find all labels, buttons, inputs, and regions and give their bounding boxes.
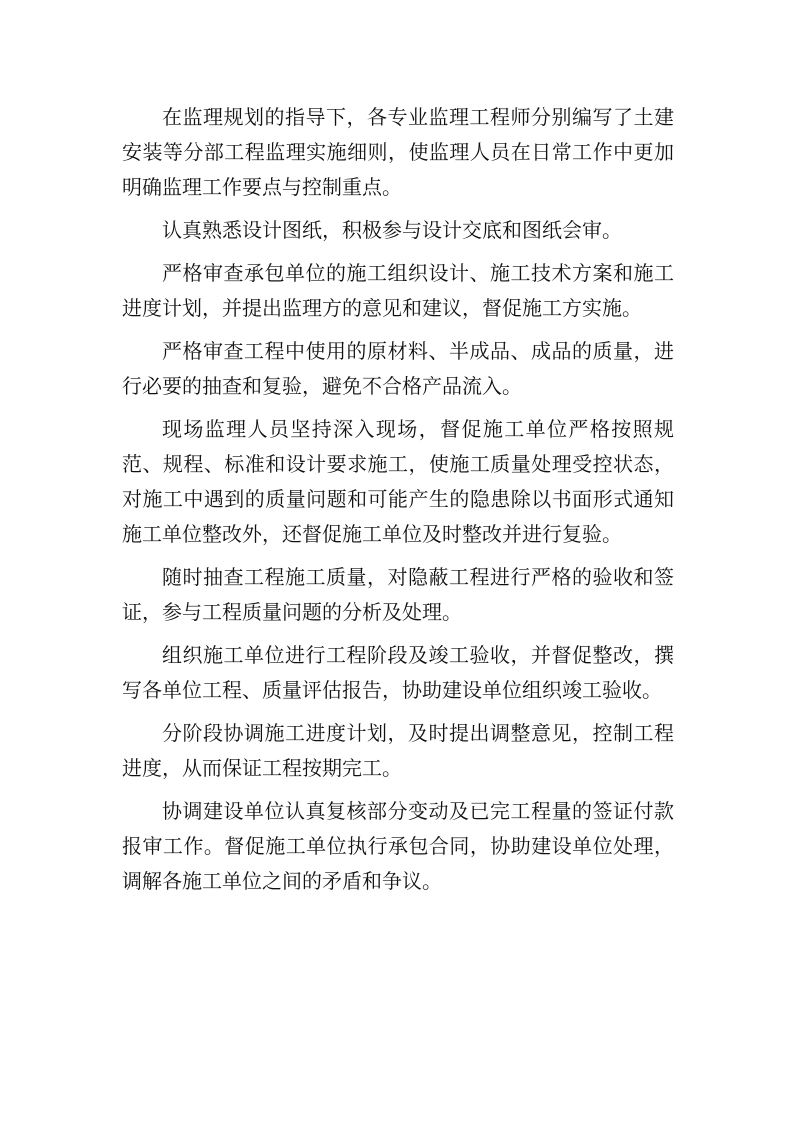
paragraph-9: 协调建设单位认真复核部分变动及已完工程量的签证付款报审工作。督促施工单位执行承包合同，协助建设单位处理，调解各施工单位之间的矛盾和争议。 — [122, 799, 674, 893]
paragraph-8: 分阶段协调施工进度计划，及时提出调整意见，控制工程进度，从而保证工程按期完工。 — [122, 721, 674, 780]
document-body — [122, 100, 674, 907]
paragraph-5: 现场监理人员坚持深入现场，督促施工单位严格按照规范、规程、标准和设计要求施工，使施工质量处理受控状态，对施工中遇到的质量问题和可能产生的隐患除以书面形式通知施工单位整改外，还督促施工单位及时整改并进行复验。 — [122, 417, 674, 546]
paragraph-2: 认真熟悉设计图纸，积极参与设计交底和图纸会审。 — [162, 218, 622, 242]
paragraph-7: 组织施工单位进行工程阶段及竣工验收，并督促整改，撰写各单位工程、质量评估报告，协助建设单位组织竣工验收。 — [122, 643, 674, 702]
paragraph-1: 在监理规划的指导下，各专业监理工程师分别编写了土建安装等分部工程监理实施细则，使监理人员在日常工作中更加明确监理工作要点与控制重点。 — [122, 105, 674, 199]
paragraph-4: 严格审查工程中使用的原材料、半成品、成品的质量，进行必要的抽查和复验，避免不合格产品流入。 — [122, 339, 674, 398]
paragraph-6: 随时抽查工程施工质量，对隐蔽工程进行严格的验收和签证，参与工程质量问题的分析及处理。 — [122, 565, 674, 624]
paragraph-3: 严格审查承包单位的施工组织设计、施工技术方案和施工进度计划，并提出监理方的意见和建议，督促施工方实施。 — [122, 261, 674, 320]
